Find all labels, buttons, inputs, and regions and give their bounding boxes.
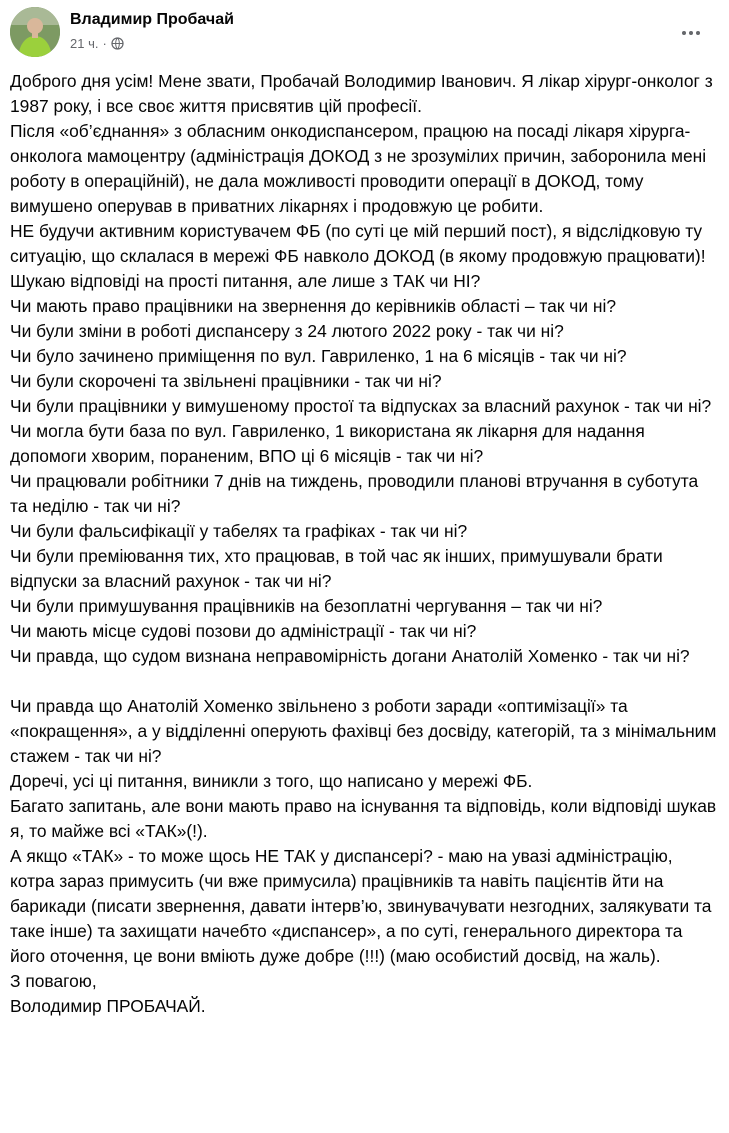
- post-paragraph: Чи були фальсифікації у табелях та графіках - так чи ні?: [10, 521, 468, 541]
- post-paragraph: Володимир ПРОБАЧАЙ.: [10, 996, 206, 1016]
- post-paragraph: Чи були примушування працівників на безоплатні чергування – так чи ні?: [10, 596, 603, 616]
- post-time[interactable]: 21 ч.: [70, 36, 99, 51]
- post-paragraph: Чи мають місце судові позови до адміністрації - так чи ні?: [10, 621, 477, 641]
- post-paragraph: Доречі, усі ці питання, виникли з того, що написано у мережі ФБ.: [10, 771, 533, 791]
- post-paragraph: Чи були преміювання тих, хто працював, в той час як інших, примушували брати відпуски за власний рахунок - так чи ні?: [10, 546, 663, 591]
- post-header: [10, 7, 719, 59]
- post-paragraph: Шукаю відповіді на прості питання, але лише з ТАК чи НІ?: [10, 271, 481, 291]
- post-paragraph: Чи були працівники у вимушеному простої та відпусках за власний рахунок - так чи ні?: [10, 396, 712, 416]
- meta-separator: ·: [102, 36, 107, 51]
- post-paragraph: А якщо «ТАК» - то може щось НЕ ТАК у диспансері? - маю на увазі адміністрацію, котра зараз примусить (чи вже примусила) працівників та навіть пацієнтів йти на барикади (писати звернення, давати інтерв’ю, звинувачувати незгодних, залякувати та таке інше) та захищати начебто «диспансер», а по суті, генерального директора та його оточення, це вони вміють дуже добре (!!!) (маю особистий досвід, на жаль).: [10, 846, 712, 966]
- post-paragraph: Чи мають право працівники на звернення до керівників області – так чи ні?: [10, 296, 617, 316]
- post-paragraph: З повагою,: [10, 971, 97, 991]
- post-text-block-2: [10, 694, 719, 1019]
- post-paragraph: Чи було зачинено приміщення по вул. Гавриленко, 1 на 6 місяців - так чи ні?: [10, 346, 627, 366]
- more-dot: [689, 31, 693, 35]
- more-dot: [696, 31, 700, 35]
- post-paragraph: Чи були скорочені та звільнені працівники - так чи ні?: [10, 371, 442, 391]
- more-options-icon[interactable]: [673, 15, 709, 51]
- globe-icon[interactable]: [111, 37, 124, 50]
- post-body: [10, 69, 719, 1019]
- post-paragraph: Чи правда що Анатолій Хоменко звільнено з роботи заради «оптимізації» та «покращення», а у відділенні оперують фахівці без досвіду, категорій, та з мінімальним стажем - так чи ні?: [10, 696, 717, 766]
- post-paragraph: Чи могла бути база по вул. Гавриленко, 1 використана як лікарня для надання допомоги хворим, пораненим, ВПО ці 6 місяців - так чи ні?: [10, 421, 645, 466]
- post-text-block-1: [10, 69, 719, 669]
- avatar[interactable]: [10, 7, 60, 57]
- post-paragraph: Чи працювали робітники 7 днів на тиждень, проводили планові втручання в суботута та неділю - так чи ні?: [10, 471, 699, 516]
- paragraph-gap: [10, 669, 719, 694]
- more-dot: [682, 31, 686, 35]
- post-paragraph: НЕ будучи активним користувачем ФБ (по суті це мій перший пост), я відслідковую ту ситуацію, що склалася в мережі ФБ навколо ДОКОД (в якому продовжую працювати)!: [10, 221, 706, 266]
- post-paragraph: Чи були зміни в роботі диспансеру з 24 лютого 2022 року - так чи ні?: [10, 321, 564, 341]
- post-meta: [70, 36, 124, 51]
- post-paragraph: Багато запитань, але вони мають право на існування та відповідь, коли відповіді шукав я, то майже всі «ТАК»(!).: [10, 796, 717, 841]
- post-paragraph: Після «об’єднання» з обласним онкодиспансером, працюю на посаді лікаря хірурга-онколога мамоцентру (адміністрація ДОКОД з не зрозумілих причин, заборонила мені роботу в операційній), не дала можливості проводити операції в ДОКОД, тому вимушено оперував в приватних лікарнях і продовжую це робити.: [10, 121, 707, 216]
- post-paragraph: Доброго дня усім! Мене звати, Пробачай Володимир Іванович. Я лікар хірург-онколог з 1987 року, і все своє життя присвятив цій професії.: [10, 71, 713, 116]
- avatar-image: [10, 7, 60, 57]
- author-name[interactable]: Владимир Пробачай: [70, 11, 234, 28]
- post-paragraph: Чи правда, що судом визнана неправомірність догани Анатолій Хоменко - так чи ні?: [10, 646, 690, 666]
